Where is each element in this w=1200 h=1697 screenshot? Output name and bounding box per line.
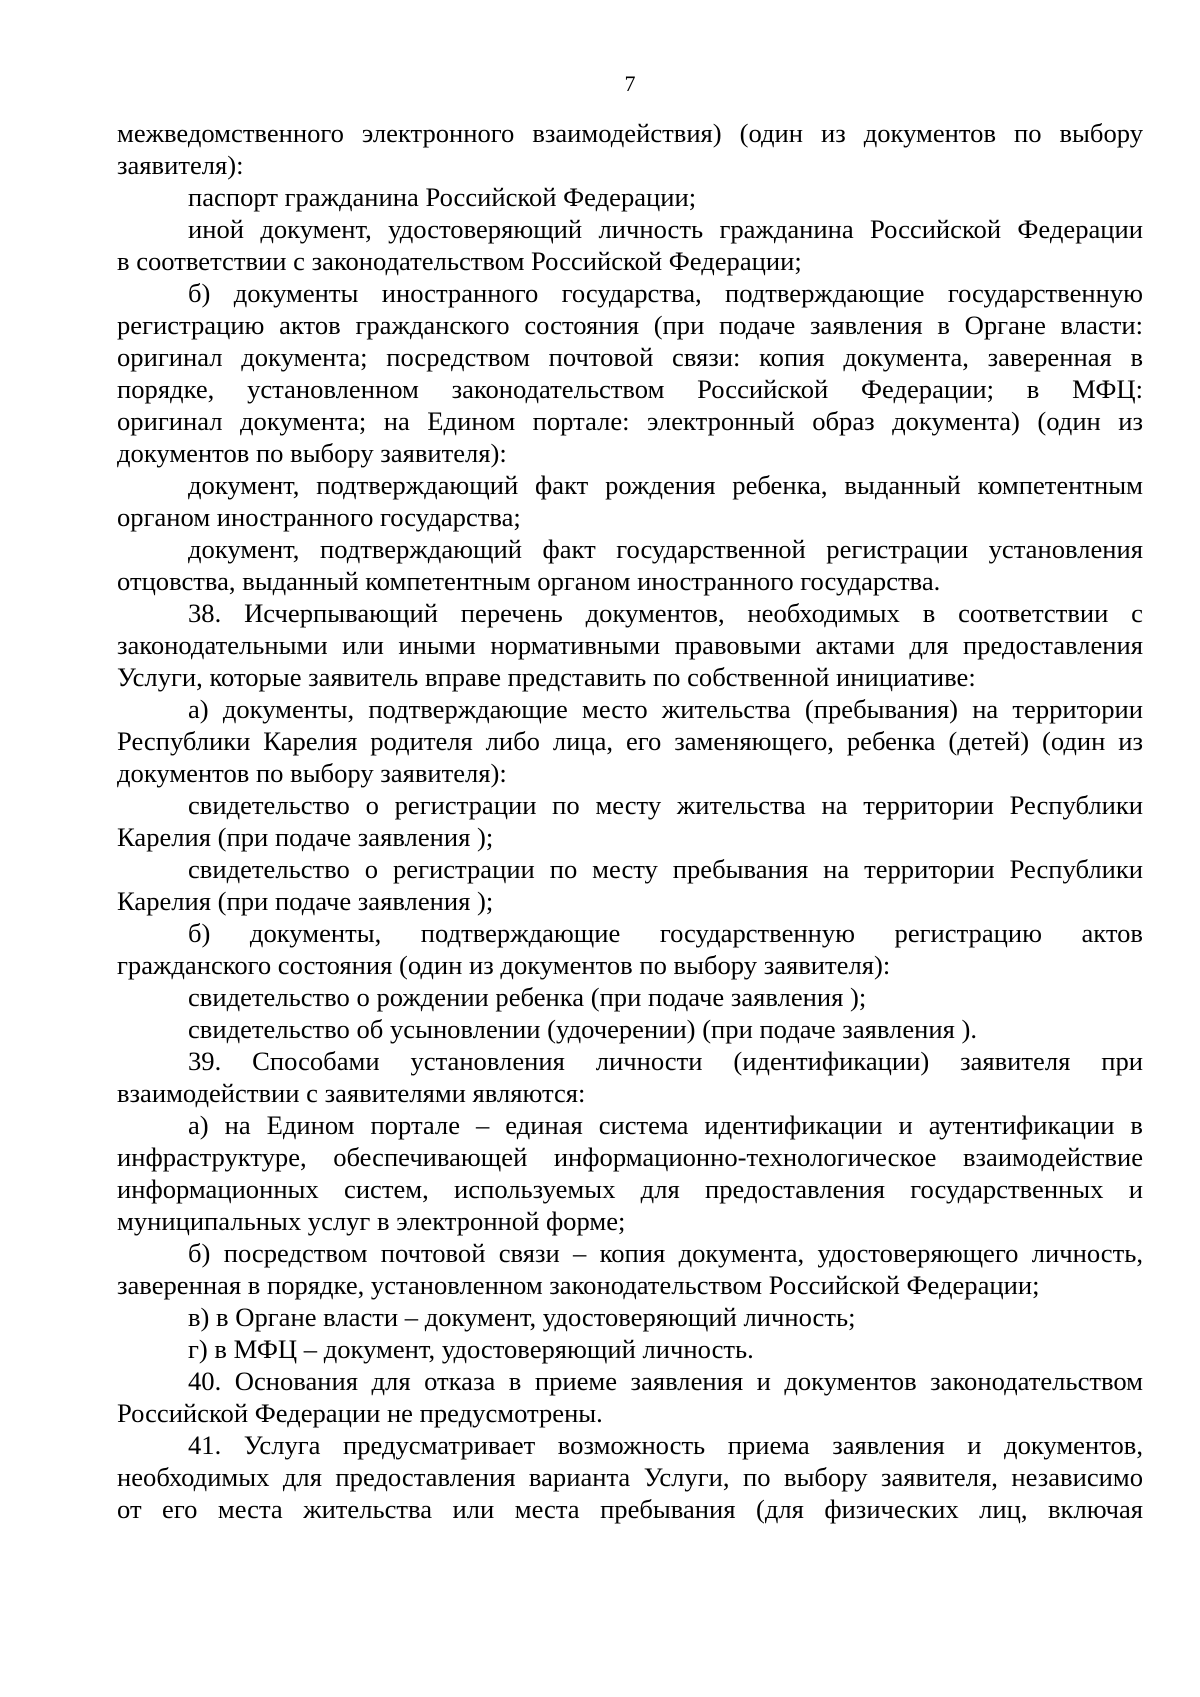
text-line: заверенная в порядке, установленном законодательством Российской Федерации; <box>117 1270 1040 1300</box>
text-line: гражданского состояния (один из документов по выбору заявителя): <box>117 950 891 980</box>
text-line: Услуги, которые заявитель вправе представить по собственной инициативе: <box>117 662 976 692</box>
page-number: 7 <box>624 71 636 96</box>
text-line: свидетельство о рождении ребенка (при подаче заявления ); <box>188 982 867 1012</box>
text-line: взаимодействии с заявителями являются: <box>117 1078 586 1108</box>
text-line: 40. Основания для отказа в приеме заявления и документов законодательством <box>188 1366 1143 1396</box>
text-line: муниципальных услуг в электронной форме; <box>117 1206 626 1236</box>
text-line: б) посредством почтовой связи – копия документа, удостоверяющего личность, <box>188 1238 1143 1268</box>
text-line: порядке, установленном законодательством Российской Федерации; в МФЦ: <box>117 374 1143 404</box>
text-line: б) документы, подтверждающие государственную регистрацию актов <box>188 918 1143 948</box>
text-line: инфраструктуре, обеспечивающей информационно-технологическое взаимодействие <box>117 1142 1143 1172</box>
text-line: документов по выбору заявителя): <box>117 438 507 468</box>
text-line: законодательными или иными нормативными правовыми актами для предоставления <box>117 630 1143 660</box>
text-line: Карелия (при подаче заявления ); <box>117 886 494 916</box>
text-line: в) в Органе власти – документ, удостоверяющий личность; <box>188 1302 856 1332</box>
text-line: а) документы, подтверждающие место жительства (пребывания) на территории <box>188 694 1143 724</box>
text-line: необходимых для предоставления варианта Услуги, по выбору заявителя, независимо <box>117 1462 1143 1492</box>
text-line: свидетельство об усыновлении (удочерении) (при подаче заявления ). <box>188 1014 977 1044</box>
text-line: Карелия (при подаче заявления ); <box>117 822 494 852</box>
text-line: регистрацию актов гражданского состояния (при подаче заявления в Органе власти: <box>117 310 1143 340</box>
text-line: иной документ, удостоверяющий личность гражданина Российской Федерации <box>188 214 1143 244</box>
text-line: информационных систем, используемых для предоставления государственных и <box>117 1174 1143 1204</box>
text-line: документ, подтверждающий факт государственной регистрации установления <box>188 534 1143 564</box>
text-line: оригинал документа; посредством почтовой связи: копия документа, заверенная в <box>117 342 1143 372</box>
text-line: 38. Исчерпывающий перечень документов, необходимых в соответствии с <box>188 598 1143 628</box>
text-line: от его места жительства или места пребывания (для физических лиц, включая <box>117 1494 1143 1524</box>
text-line: свидетельство о регистрации по месту жительства на территории Республики <box>188 790 1143 820</box>
text-line: заявителя): <box>117 150 244 180</box>
text-line: свидетельство о регистрации по месту пребывания на территории Республики <box>188 854 1143 884</box>
text-line: 41. Услуга предусматривает возможность приема заявления и документов, <box>188 1430 1143 1460</box>
text-line: органом иностранного государства; <box>117 502 521 532</box>
text-line: г) в МФЦ – документ, удостоверяющий личность. <box>188 1334 754 1364</box>
text-line: отцовства, выданный компетентным органом иностранного государства. <box>117 566 941 596</box>
text-line: а) на Едином портале – единая система идентификации и аутентификации в <box>188 1110 1143 1140</box>
text-line: Российской Федерации не предусмотрены. <box>117 1398 603 1428</box>
text-line: документ, подтверждающий факт рождения ребенка, выданный компетентным <box>188 470 1143 500</box>
text-line: оригинал документа; на Едином портале: электронный образ документа) (один из <box>117 406 1143 436</box>
text-line: Республики Карелия родителя либо лица, его заменяющего, ребенка (детей) (один из <box>117 726 1143 756</box>
text-line: документов по выбору заявителя): <box>117 758 507 788</box>
text-line: межведомственного электронного взаимодействия) (один из документов по выбору <box>117 118 1143 148</box>
text-line: б) документы иностранного государства, подтверждающие государственную <box>188 278 1143 308</box>
text-line: 39. Способами установления личности (идентификации) заявителя при <box>188 1046 1143 1076</box>
text-line: в соответствии с законодательством Российской Федерации; <box>117 246 802 276</box>
text-line: паспорт гражданина Российской Федерации; <box>188 182 697 212</box>
body-text <box>117 117 1143 1525</box>
